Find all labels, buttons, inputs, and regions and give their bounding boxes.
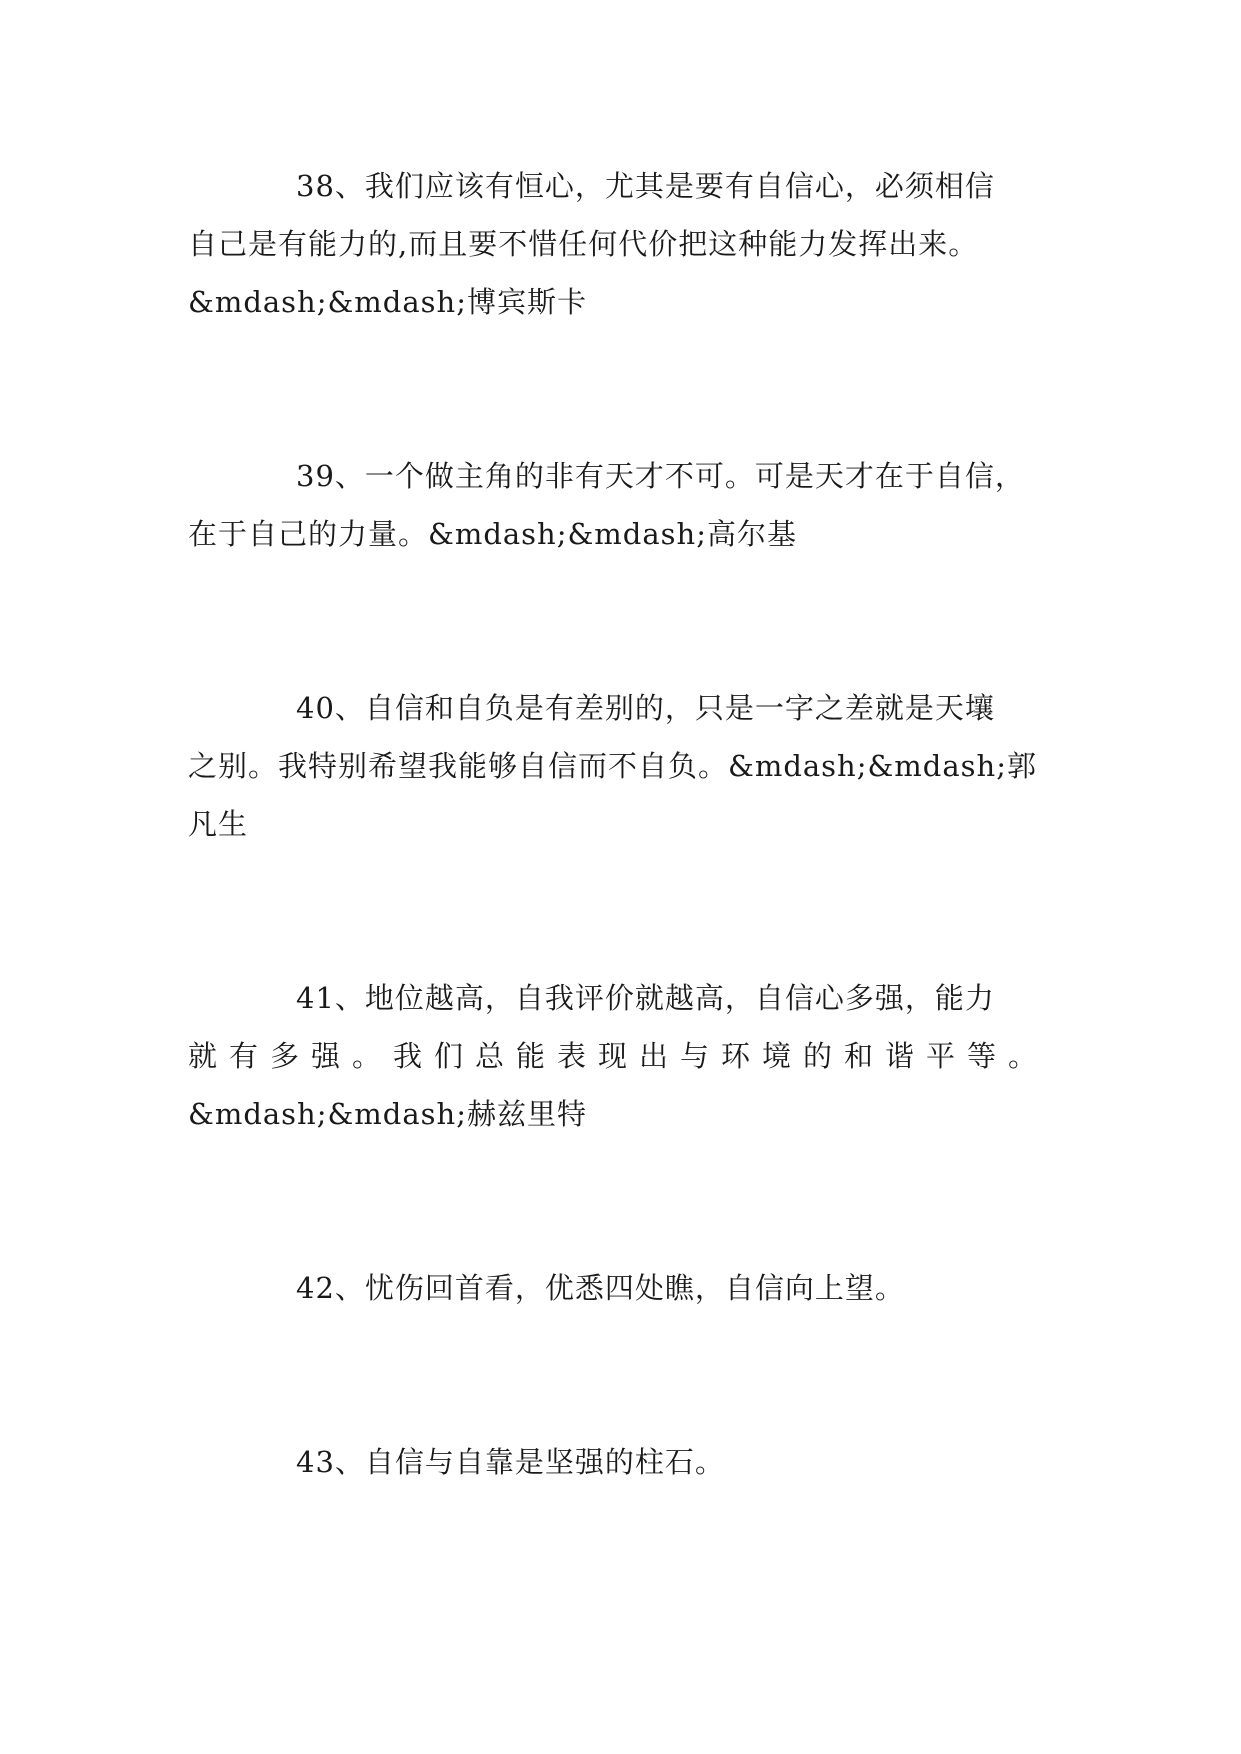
quote-40-line-1: 40、自信和自负是有差别的，只是一字之差就是天壤 (296, 691, 995, 725)
quote-42-line-1: 42、忧伤回首看，优悉四处瞧，自信向上望。 (296, 1271, 905, 1305)
quote-39-line-2: 在于自己的力量。&mdash;&mdash;高尔基 (188, 517, 797, 551)
quote-40-line-2: 之别。我特别希望我能够自信而不自负。&mdash;&mdash;郭 (188, 749, 1037, 783)
quote-39-line-1: 39、一个做主角的非有天才不可。可是天才在于自信， (296, 459, 1025, 493)
quote-41-line-3: &mdash;&mdash;赫兹里特 (188, 1097, 587, 1131)
quote-38-line-1: 38、我们应该有恒心，尤其是要有自信心，必须相信 (296, 169, 995, 203)
quote-38-line-3: &mdash;&mdash;博宾斯卡 (188, 285, 587, 319)
quote-41-line-1: 41、地位越高，自我评价就越高，自信心多强，能力 (296, 981, 995, 1015)
quote-43-line-1: 43、自信与自靠是坚强的柱石。 (296, 1445, 725, 1479)
quote-38-line-2: 自己是有能力的,而且要不惜任何代价把这种能力发挥出来。 (188, 227, 979, 261)
quote-40-line-3: 凡生 (188, 807, 249, 841)
quote-41-line-2: 就有多强。我们总能表现出与环境的和谐平等。 (188, 1039, 1038, 1073)
